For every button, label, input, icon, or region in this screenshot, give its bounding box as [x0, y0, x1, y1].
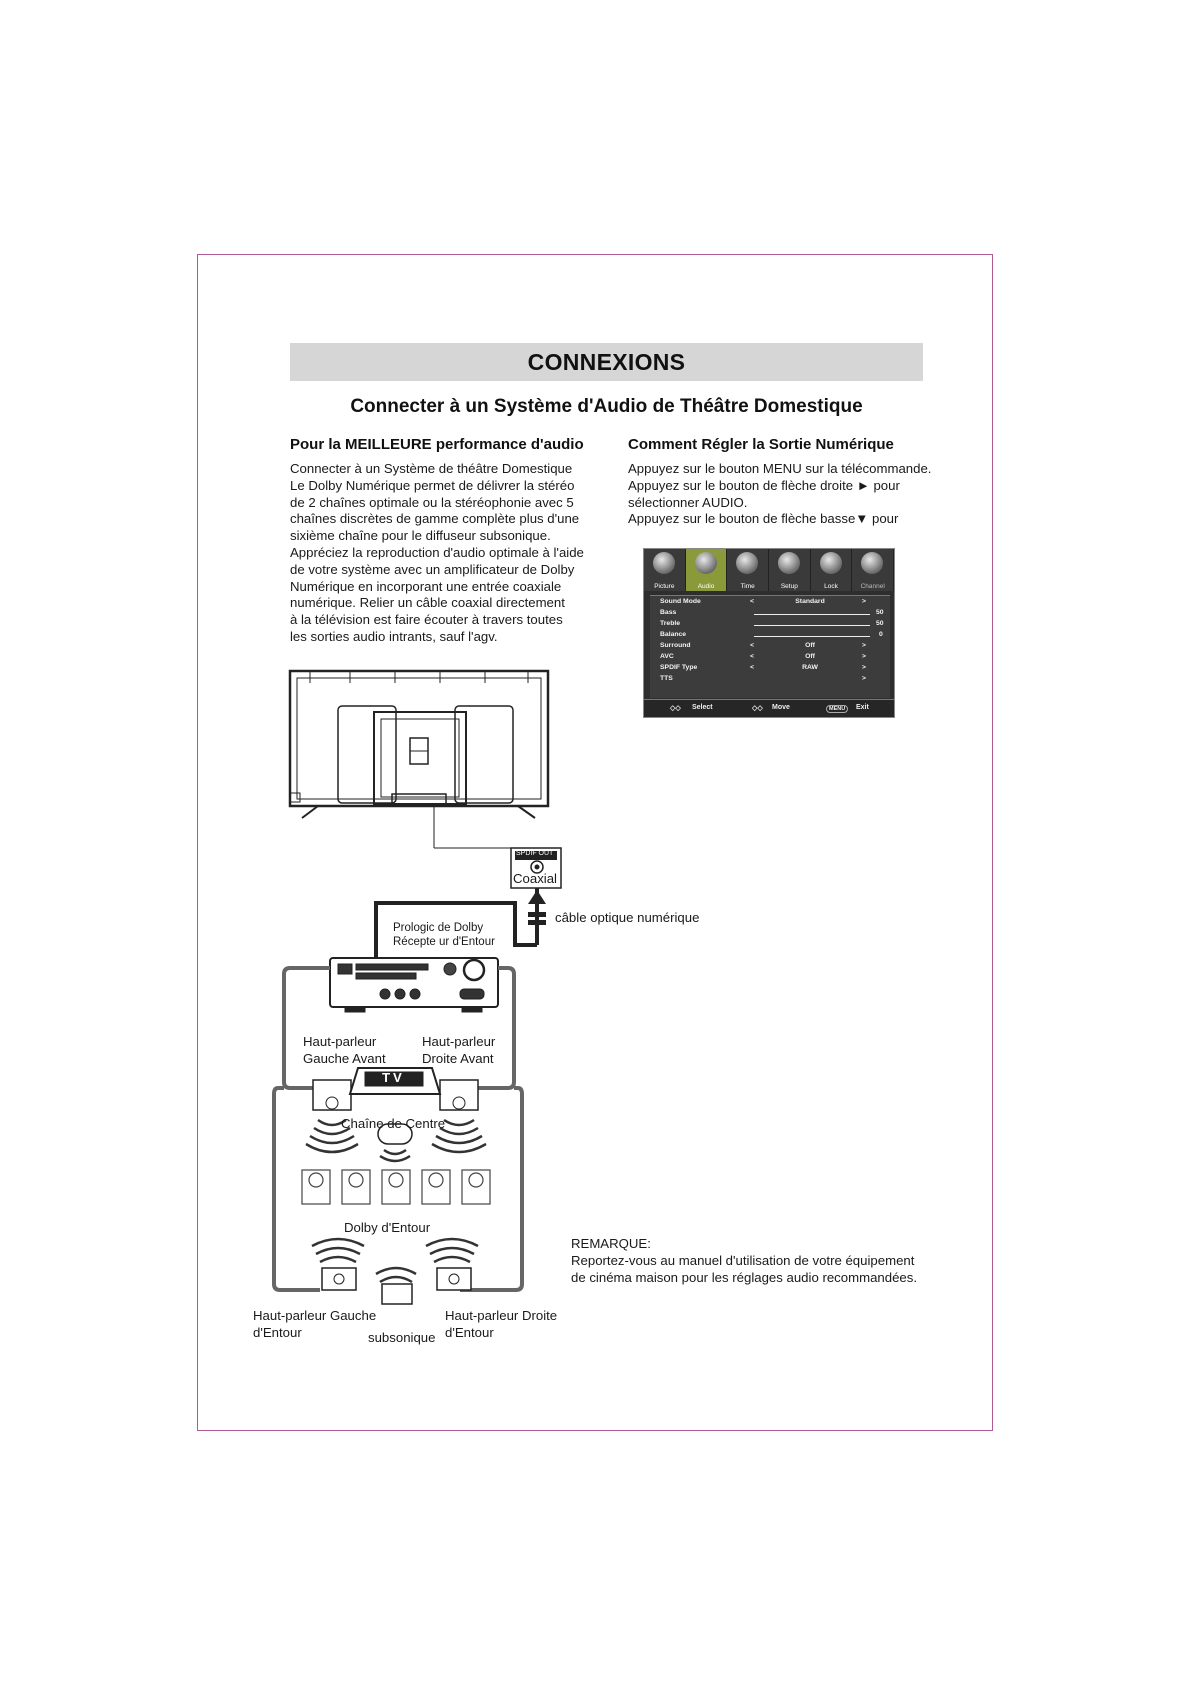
- audience-icons: [302, 1170, 490, 1204]
- text-line: numérique. Relier un câble coaxial directement: [290, 595, 565, 611]
- text-line: Appréciez la reproduction d'audio optimale à l'aide: [290, 544, 584, 560]
- text-line: les sorties audio intrants, sauf l'agv.: [290, 628, 498, 644]
- receiver-label-line2: Récepte ur d'Entour: [393, 936, 495, 948]
- menu-row-sound-mode: Sound Mode < Standard >: [660, 598, 866, 605]
- surround-right-speaker-icon: [437, 1268, 471, 1290]
- select-hint: Select: [692, 704, 713, 711]
- text-line: de 2 chaînes optimale ou la stéréophonie avec 5: [290, 494, 574, 510]
- menu-row-bass: Bass 50: [660, 609, 884, 616]
- section-title: CONNEXIONS: [527, 348, 686, 375]
- front-right-speaker-icon: [440, 1080, 478, 1110]
- receiver-label-line1: Prologic de Dolby: [393, 922, 484, 934]
- surround-right-label-1: Haut-parleur Droite: [445, 1308, 558, 1323]
- time-tab-icon: Time: [727, 549, 769, 591]
- left-heading: Pour la MEILLEURE performance d'audio: [290, 436, 584, 453]
- text-line: Le Dolby Numérique permet de délivrer la stéréo: [290, 477, 575, 493]
- text-line: sélectionner AUDIO.: [628, 494, 748, 510]
- menu-row-avc: AVC < Off >: [660, 653, 866, 660]
- text-line: Numérique en incorporant une entrée coaxiale: [290, 578, 562, 594]
- surround-left-label-2: d'Entour: [253, 1325, 302, 1340]
- audio-tab-icon: Audio: [686, 549, 728, 591]
- menu-footer: ◇◇ Select ◇◇ Move MENU Exit: [644, 699, 894, 717]
- note-title: REMARQUE:: [571, 1236, 651, 1251]
- right-heading: Comment Régler la Sortie Numérique: [628, 436, 894, 453]
- text-line: à la télévision est faire écouter à travers toutes: [290, 612, 563, 628]
- receiver-illustration: [330, 958, 498, 1012]
- front-left-label-1: Haut-parleur: [303, 1034, 377, 1049]
- coaxial-label: Coaxial: [513, 871, 557, 886]
- spdif-label: SPDIF OUT: [516, 850, 554, 857]
- lock-tab-icon: Lock: [811, 549, 853, 591]
- page-subtitle: Connecter à un Système d'Audio de Théâtre Domestique: [350, 396, 863, 417]
- surround-left-label-1: Haut-parleur Gauche: [253, 1308, 377, 1323]
- channel-tab-icon: Channel: [852, 549, 894, 591]
- note-line-1: Reportez-vous au manuel d'utilisation de votre équipement: [571, 1253, 915, 1268]
- setup-tab-icon: Setup: [769, 549, 811, 591]
- surround-right-label-2: d'Entour: [445, 1325, 494, 1340]
- front-left-label-2: Gauche Avant: [303, 1051, 386, 1066]
- subwoofer-icon: [382, 1284, 412, 1304]
- text-line: sixième chaîne pour le diffuseur subsonique.: [290, 528, 551, 544]
- surround-left-speaker-icon: [322, 1268, 356, 1290]
- menu-row-treble: Treble 50: [660, 620, 884, 627]
- subwoofer-label: subsonique: [368, 1330, 436, 1345]
- text-line: Connecter à un Système de théâtre Domestique: [290, 461, 573, 476]
- cable-label: câble optique numérique: [555, 910, 700, 925]
- picture-tab-icon: Picture: [644, 549, 686, 591]
- menu-row-balance: Balance 0: [660, 631, 883, 638]
- tv-back-illustration: [290, 671, 548, 848]
- move-hint: Move: [772, 704, 790, 711]
- dolby-surround-label: Dolby d'Entour: [344, 1220, 431, 1235]
- front-right-label-1: Haut-parleur: [422, 1034, 496, 1049]
- exit-hint: Exit: [856, 704, 869, 711]
- menu-row-surround: Surround < Off >: [660, 642, 866, 649]
- note-line-2: de cinéma maison pour les réglages audio recommandées.: [571, 1270, 917, 1285]
- text-line: chaînes discrètes de gamme complète plus d'une: [290, 511, 580, 527]
- tv-label: TV: [382, 1070, 405, 1085]
- text-line: Appuyez sur le bouton de flèche basse▼ pour: [628, 511, 899, 527]
- text-line: Appuyez sur le bouton MENU sur la télécommande.: [628, 461, 932, 476]
- center-channel-label: Chaîne de Centre: [341, 1116, 446, 1131]
- menu-key-hint: MENU: [826, 705, 848, 713]
- front-right-label-2: Droite Avant: [422, 1051, 494, 1066]
- text-line: de votre système avec un amplificateur de Dolby: [290, 561, 575, 577]
- text-line: Appuyez sur le bouton de flèche droite ► pour: [628, 477, 900, 493]
- menu-row-spdif-type: SPDIF Type < RAW >: [660, 664, 866, 671]
- menu-row-tts: TTS >: [660, 675, 866, 682]
- front-left-speaker-icon: [313, 1080, 351, 1110]
